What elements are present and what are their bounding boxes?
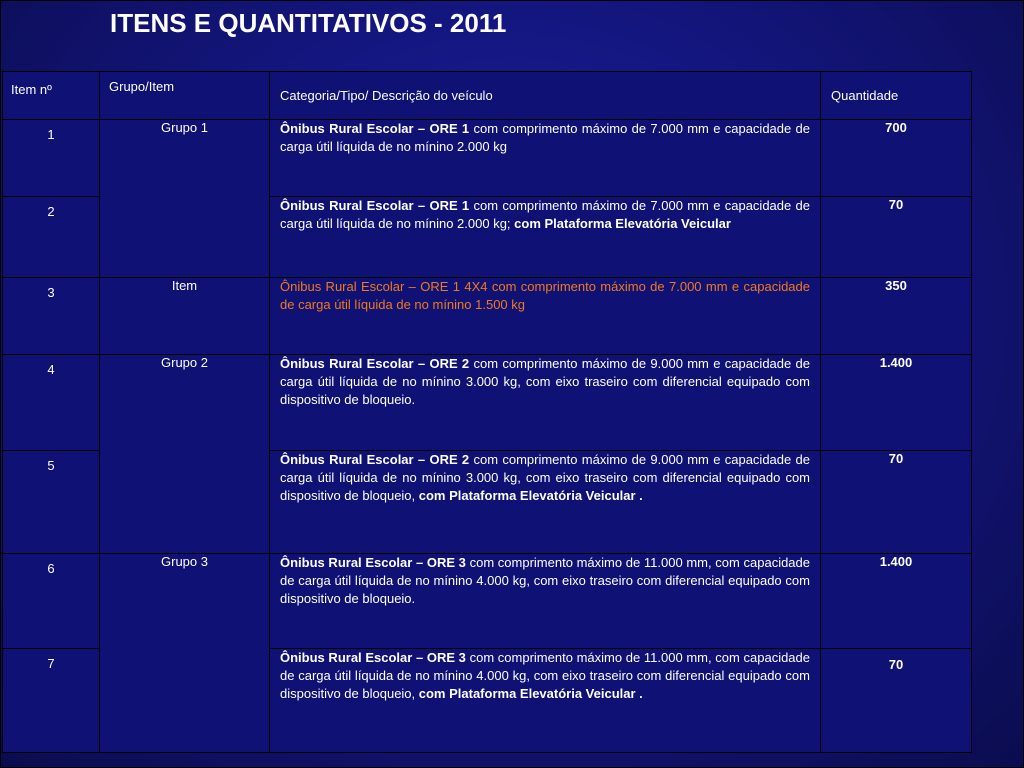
header-grupo: Grupo/Item <box>100 72 270 120</box>
table-row <box>3 120 972 197</box>
vehicle-description: Ônibus Rural Escolar – ORE 1 4X4 com comprimento máximo de 7.000 mm e capacidade de carga útil líquida de no mínino 1.500 kg <box>280 279 810 312</box>
vehicle-name: Ônibus Rural Escolar – ORE 1 <box>280 198 470 213</box>
vehicle-description: com comprimento máximo de 7.000 mm e capacidade de carga útil líquida de no mínino 2.000 kg; <box>280 198 811 231</box>
table-header-row <box>3 72 972 120</box>
item-number-cell <box>3 355 100 451</box>
table-row <box>3 355 972 451</box>
vehicle-name: Ônibus Rural Escolar – ORE 3 <box>280 650 466 665</box>
table-row <box>3 554 972 649</box>
header-item: Item nº <box>3 72 100 120</box>
vehicle-name: Ônibus Rural Escolar – ORE 2 <box>280 356 470 371</box>
quantity-cell: 700 <box>821 120 972 197</box>
item-number-cell <box>3 649 100 753</box>
quantity-cell: 1.400 <box>821 355 972 451</box>
vehicle-extra: com Plataforma Elevatória Veicular . <box>418 488 643 503</box>
description-cell <box>270 451 821 554</box>
table-row <box>3 278 972 355</box>
item-number: 3 <box>47 285 55 300</box>
item-number: 5 <box>47 458 55 473</box>
vehicle-description: com comprimento máximo de 9.000 mm e capacidade de carga útil líquida de no mínino 3.000 kg, com eixo traseiro com diferencial equipado com dispositivo de bloqueio. <box>280 356 811 407</box>
description-cell <box>270 554 821 649</box>
vehicle-name: Ônibus Rural Escolar – ORE 2 <box>280 452 470 467</box>
page-title: ITENS E QUANTITATIVOS - 2011 <box>110 8 507 38</box>
vehicle-extra: com Plataforma Elevatória Veicular . <box>418 686 643 701</box>
description-cell <box>270 197 821 278</box>
description-cell <box>270 120 821 197</box>
group-cell: Grupo 1 <box>100 120 270 278</box>
group-cell: Item <box>100 278 270 355</box>
header-categoria: Categoria/Tipo/ Descrição do veículo <box>270 72 821 120</box>
quantity-cell: 70 <box>821 451 972 554</box>
item-number-cell <box>3 451 100 554</box>
quantity-cell: 70 <box>821 197 972 278</box>
quantity-cell: 1.400 <box>821 554 972 649</box>
item-number: 2 <box>47 204 55 219</box>
quantity-cell <box>821 649 972 753</box>
item-number: 1 <box>47 127 55 142</box>
description-cell <box>270 649 821 753</box>
quantity-value: 70 <box>888 657 904 672</box>
item-number: 6 <box>47 561 55 576</box>
description-cell <box>270 278 821 355</box>
item-number-cell <box>3 278 100 355</box>
vehicle-description: com comprimento máximo de 11.000 mm, com capacidade de carga útil líquida de no mínino 4.000 kg, com eixo traseiro com diferencial equipado com dispositivo de bloqueio, <box>280 650 810 701</box>
vehicle-extra: com Plataforma Elevatória Veicular <box>514 216 731 231</box>
group-cell: Grupo 2 <box>100 355 270 554</box>
description-cell <box>270 355 821 451</box>
items-table <box>2 71 972 753</box>
header-quantidade: Quantidade <box>821 72 972 120</box>
item-number-cell <box>3 554 100 649</box>
vehicle-description: com comprimento máximo de 9.000 mm e capacidade de carga útil líquida de no mínino 3.000 kg, com eixo traseiro com diferencial equipado com dispositivo de bloqueio, <box>280 452 811 503</box>
item-number: 4 <box>47 362 55 377</box>
vehicle-description: com comprimento máximo de 7.000 mm e capacidade de carga útil líquida de no mínino 2.000 kg <box>280 121 811 154</box>
item-number-cell <box>3 120 100 197</box>
item-number-cell <box>3 197 100 278</box>
vehicle-name: Ônibus Rural Escolar – ORE 3 <box>280 555 466 570</box>
group-cell: Grupo 3 <box>100 554 270 753</box>
vehicle-description: com comprimento máximo de 11.000 mm, com capacidade de carga útil líquida de no mínino 4.000 kg, com eixo traseiro com diferencial equipado com dispositivo de bloqueio. <box>280 555 810 606</box>
item-number: 7 <box>47 656 55 671</box>
quantity-cell: 350 <box>821 278 972 355</box>
vehicle-name: Ônibus Rural Escolar – ORE 1 <box>280 121 470 136</box>
